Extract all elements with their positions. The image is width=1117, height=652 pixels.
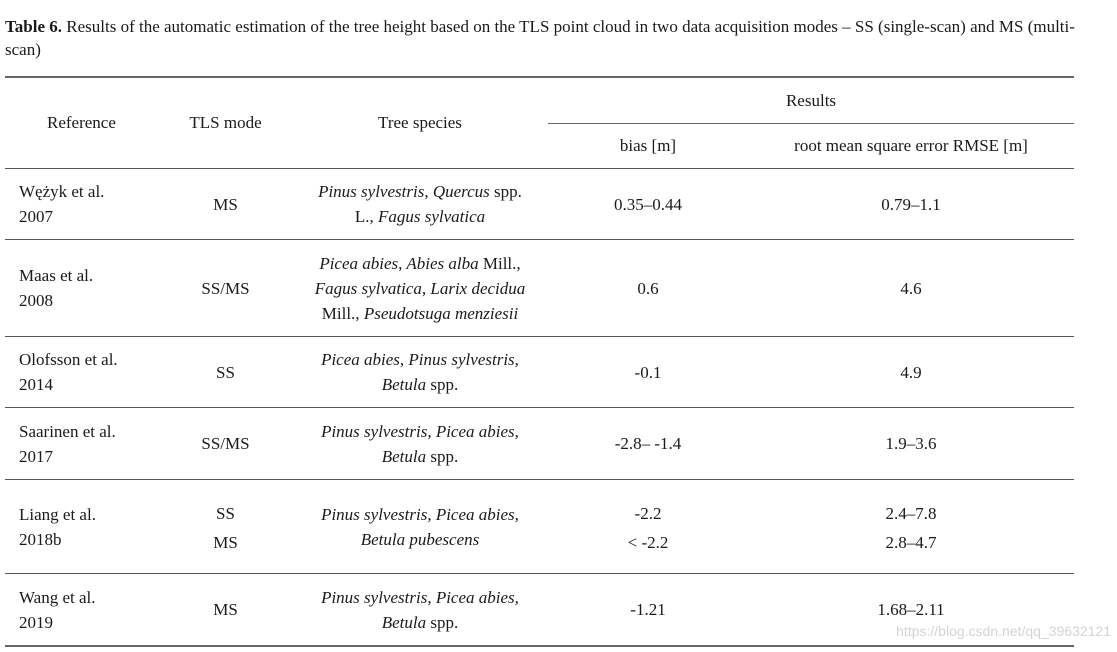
table-row: [5, 408, 1074, 480]
bias-cell: -2.8– -1.4: [614, 434, 682, 453]
tls-mode-cell: SS: [216, 362, 235, 382]
species-cell: Picea abies, Pinus sylvestris, Betula spp.: [321, 350, 519, 394]
tls-mode-cell: SS/MS: [201, 278, 250, 298]
reference-cell: [5, 574, 159, 647]
reference-authors: Maas et al.: [19, 266, 94, 285]
tls-mode-cell: MS: [213, 533, 238, 552]
rmse-cell: 2.4–7.8: [885, 504, 937, 523]
reference-cell: [5, 408, 159, 480]
reference-year: 2014: [19, 375, 53, 394]
bias-cell: 0.6: [637, 278, 659, 298]
reference-year: 2007: [19, 207, 53, 226]
reference-cell: [5, 240, 159, 337]
table-row: [5, 169, 1074, 240]
reference-cell: [5, 337, 159, 408]
bias-cell: -2.2: [634, 504, 662, 523]
table-caption-text: Results of the automatic estimation of the tree height based on the TLS point cloud in two data acquisition modes – SS (single-scan) and MS (multi-scan): [5, 17, 1075, 59]
reference-authors: Wężyk et al.: [19, 182, 105, 201]
tls-mode-cell: MS: [213, 600, 238, 619]
reference-year: 2017: [19, 446, 53, 466]
species-cell: Picea abies, Abies alba Mill., Fagus sylvatica, Larix decidua Mill., Pseudotsuga menziesii: [314, 253, 526, 323]
header-rmse: root mean square error RMSE [m]: [748, 124, 1074, 169]
reference-authors: Olofsson et al.: [19, 350, 118, 369]
header-reference: Reference: [47, 113, 116, 132]
header-results: Results: [785, 90, 837, 110]
reference-cell: [5, 480, 159, 574]
reference-authors: Saarinen et al.: [19, 421, 116, 441]
reference-year: 2018b: [19, 529, 62, 549]
tls-mode-cell: SS/MS: [201, 434, 250, 453]
rmse-cell: 4.9: [900, 362, 922, 382]
results-table: [5, 76, 1074, 647]
watermark-url: https://blog.csdn.net/qq_39632121: [896, 623, 1111, 639]
rmse-cell: 0.79–1.1: [881, 194, 941, 214]
reference-cell: [5, 169, 159, 240]
rmse-cell: 1.9–3.6: [885, 434, 937, 453]
species-cell: Pinus sylvestris, Quercus spp. L., Fagus sylvatica: [318, 182, 522, 226]
tls-mode-cell: SS: [216, 504, 235, 523]
bias-cell: < -2.2: [627, 533, 669, 552]
table-row: [5, 337, 1074, 408]
species-cell: Pinus sylvestris, Picea abies, Betula pubescens: [321, 504, 519, 549]
rmse-cell: 2.8–4.7: [885, 533, 937, 552]
rmse-cell: 4.6: [900, 278, 922, 298]
reference-authors: Liang et al.: [19, 504, 96, 524]
species-cell: Pinus sylvestris, Picea abies, Betula spp.: [321, 421, 519, 466]
table-caption-label: Table 6.: [5, 17, 63, 36]
table-row: [5, 240, 1074, 337]
rmse-cell: 1.68–2.11: [877, 600, 945, 619]
header-bias: bias [m]: [548, 124, 748, 169]
reference-year: 2008: [19, 291, 53, 310]
reference-year: 2019: [19, 612, 53, 632]
header-tree-species: Tree species: [378, 113, 462, 132]
table-row: [5, 480, 1074, 529]
reference-authors: Wang et al.: [19, 587, 96, 607]
table-caption: [5, 15, 1105, 61]
header-tls-mode: TLS mode: [189, 113, 262, 132]
bias-cell: 0.35–0.44: [614, 194, 682, 214]
species-cell: Pinus sylvestris, Picea abies, Betula spp.: [321, 587, 519, 632]
tls-mode-cell: MS: [213, 194, 238, 214]
bias-cell: -0.1: [634, 362, 662, 382]
bias-cell: -1.21: [630, 600, 666, 619]
